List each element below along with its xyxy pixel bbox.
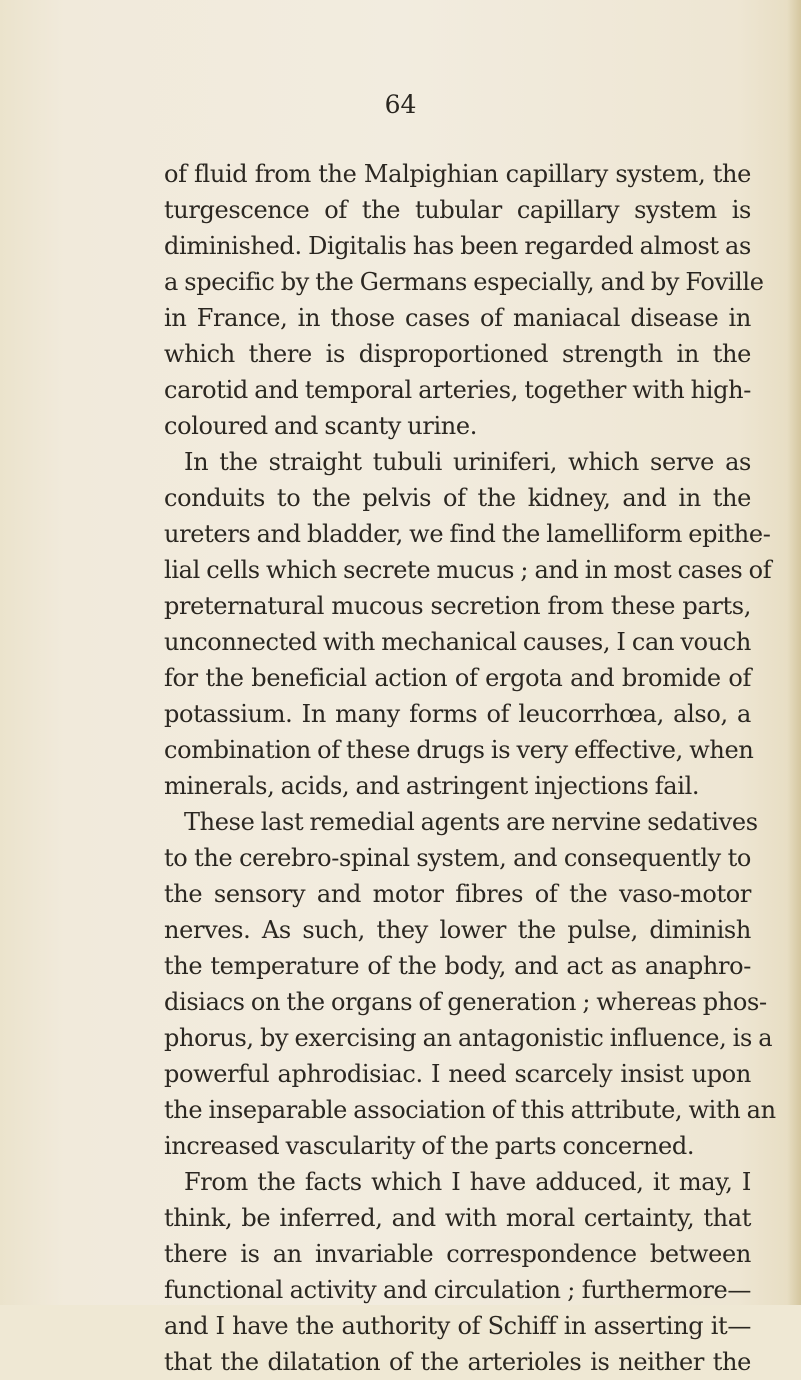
paragraph-start-line: These last remedial agents are nervine sedatives: [184, 808, 758, 836]
text-line: disiacs on the organs of generation ; whereas phos-: [164, 988, 767, 1016]
text-line: think, be inferred, and with moral certainty, that: [164, 1204, 751, 1232]
paragraph-start-line: In the straight tubuli uriniferi, which serve as: [184, 448, 751, 476]
text-line: for the beneficial action of ergota and bromide of: [164, 664, 751, 692]
text-line: potassium. In many forms of leucorrhœa, also, a: [164, 700, 751, 728]
text-line: ureters and bladder, we find the lamelliform epithe-: [164, 520, 771, 548]
text-line: that the dilatation of the arterioles is neither the: [164, 1348, 751, 1376]
text-line: functional activity and circulation ; furthermore—: [164, 1276, 751, 1304]
text-line: increased vascularity of the parts concerned.: [164, 1132, 695, 1160]
text-line: in France, in those cases of maniacal disease in: [164, 304, 751, 332]
text-line: to the cerebro-spinal system, and consequently to: [164, 844, 751, 872]
text-line: preternatural mucous secretion from these parts,: [164, 592, 751, 620]
text-line: combination of these drugs is very effective, when: [164, 736, 754, 764]
text-line: a specific by the Germans especially, and by Foville: [164, 268, 764, 296]
text-line: unconnected with mechanical causes, I can vouch: [164, 628, 751, 656]
text-line: phorus, by exercising an antagonistic influence, is a: [164, 1024, 773, 1052]
text-line: turgescence of the tubular capillary system is: [164, 196, 751, 224]
text-line: and I have the authority of Schiff in asserting it—: [164, 1312, 751, 1340]
text-line: conduits to the pelvis of the kidney, and in the: [164, 484, 751, 512]
text-line: the sensory and motor fibres of the vaso-motor: [164, 880, 751, 908]
text-line: which there is disproportioned strength in the: [164, 340, 751, 368]
text-line: there is an invariable correspondence between: [164, 1240, 751, 1268]
page-edge-shadow: [787, 0, 801, 1305]
text-line: the temperature of the body, and act as anaphro-: [164, 952, 751, 980]
text-line: minerals, acids, and astringent injections fail.: [164, 772, 700, 800]
text-line: of fluid from the Malpighian capillary system, the: [164, 160, 751, 188]
text-line: coloured and scanty urine.: [164, 412, 478, 440]
text-line: nerves. As such, they lower the pulse, diminish: [164, 916, 751, 944]
text-line: carotid and temporal arteries, together with high-: [164, 376, 751, 404]
text-line: lial cells which secrete mucus ; and in most cases of: [164, 556, 772, 584]
text-line: the inseparable association of this attribute, with an: [164, 1096, 776, 1124]
text-line: powerful aphrodisiac. I need scarcely insist upon: [164, 1060, 751, 1088]
page-number: 64: [384, 90, 417, 119]
text-line: diminished. Digitalis has been regarded almost as: [164, 232, 751, 260]
paragraph-start-line: From the facts which I have adduced, it may, I: [184, 1168, 751, 1196]
